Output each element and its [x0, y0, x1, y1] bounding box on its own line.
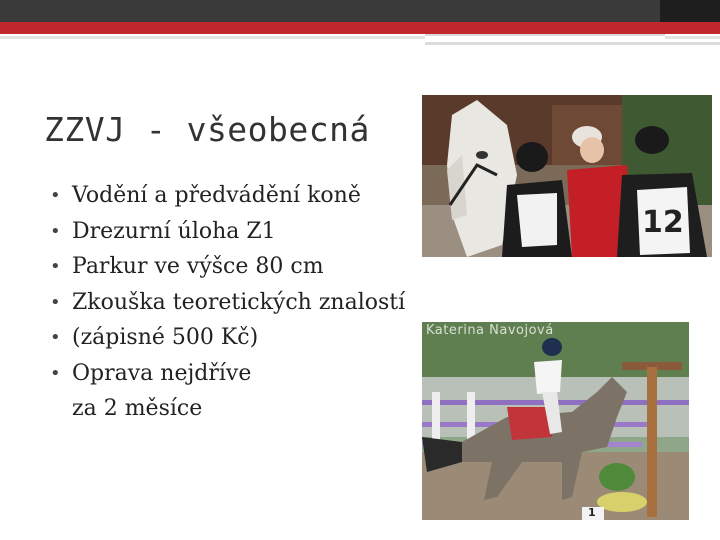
bullet-item	[50, 249, 405, 285]
bullet-text: Drezurní úloha Z1	[72, 218, 276, 244]
photo-watermark: Katerina Navojová	[426, 323, 554, 338]
bullet-item	[50, 214, 405, 250]
top-bar	[0, 0, 720, 22]
accent-red-stripe	[0, 22, 720, 34]
photo-show-jumping-illustration	[422, 322, 689, 520]
bullet-item	[50, 285, 405, 321]
bullet-marker: •	[50, 327, 61, 348]
bullet-continuation	[50, 391, 405, 427]
bullet-text: (zápisné 500 Kč)	[72, 325, 259, 350]
bullet-text: Oprava nejdříve	[72, 360, 252, 386]
bullet-text: Vodění a předvádění koně	[72, 183, 361, 208]
bullet-list	[50, 178, 405, 427]
bullet-text: Parkur ve výšce 80 cm	[72, 254, 324, 279]
white-stripe-segment	[425, 34, 665, 40]
bullet-marker: •	[50, 362, 61, 384]
bullet-item	[50, 356, 405, 392]
photo-show-jumping	[422, 322, 689, 520]
photo-horse-leading	[422, 95, 712, 257]
bullet-item	[50, 178, 405, 214]
bullet-marker: •	[50, 256, 61, 277]
bullet-marker: •	[50, 185, 61, 206]
bullet-marker: •	[50, 291, 61, 313]
course-marker-number: 1	[588, 506, 596, 519]
slide-title: ZZVJ - všeobecná	[44, 110, 370, 149]
top-bar-dark-segment	[660, 0, 720, 22]
grey-divider-line-short	[425, 42, 720, 45]
bullet-marker: •	[50, 220, 61, 242]
bullet-item	[50, 320, 405, 356]
bib-number: 12	[642, 205, 684, 240]
bullet-text: Zkouška teoretických znalostí	[72, 289, 406, 315]
bullet-continuation-text: za 2 měsíce	[72, 396, 203, 421]
